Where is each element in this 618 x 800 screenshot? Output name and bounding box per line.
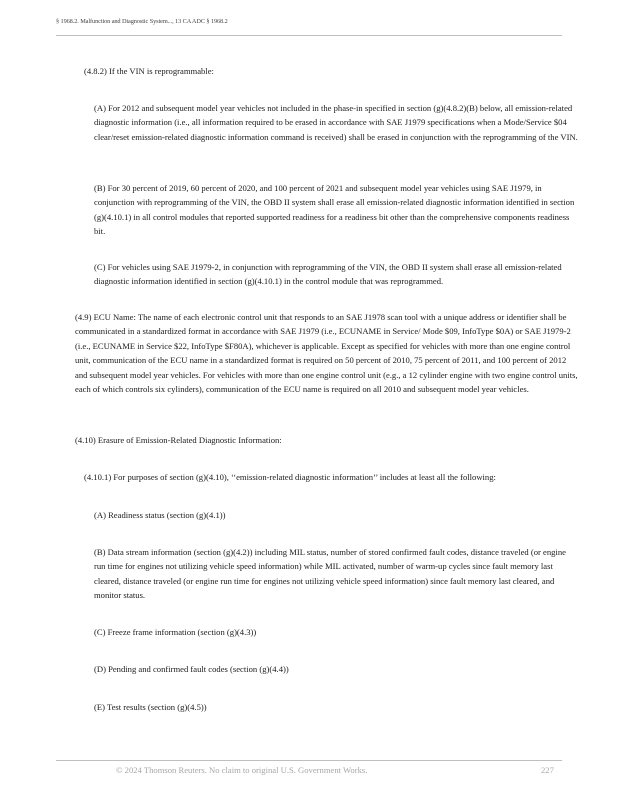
paragraph-4-10-1-b: (B) Data stream information (section (g)(4.2)) including MIL status, number of stored confirmed fault codes, distance traveled (or engine run time for engines not utilizing vehicle speed information) while MIL activated, number of warm-up cycles since fault memory last cleared, distance traveled (or engine run time for engines not utilizing vehicle speed information) since fault memory last cleared, and monitor status. xyxy=(94,547,566,601)
running-head: § 1968.2. Malfunction and Diagnostic System..., 13 CA ADC § 1968.2 xyxy=(56,18,228,25)
paragraph-4-10-1-a: (A) Readiness status (section (g)(4.1)) xyxy=(94,510,226,520)
page-number: 227 xyxy=(541,765,554,775)
paragraph-4-8-2-a: (A) For 2012 and subsequent model year vehicles not included in the phase-in specified in section (g)(4.8.2)(B) below, all emission-related diagnostic information (i.e., all information required to be erased in accordance with SAE J1979 specifications when a Mode/Service $04 clear/reset emission-related diagnostic information command is received) shall be erased in conjunction with the reprogramming of the VIN. xyxy=(94,103,578,142)
paragraph-4-8-2-c: (C) For vehicles using SAE J1979-2, in conjunction with reprogramming of the VIN, the OBD II system shall erase all emission-related diagnostic information identified in section (g)(4.10.1) in the control module that was reprogrammed. xyxy=(94,262,562,287)
footer-copyright: © 2024 Thomson Reuters. No claim to original U.S. Government Works. xyxy=(116,765,368,775)
paragraph-4-8-2: (4.8.2) If the VIN is reprogrammable: xyxy=(84,66,214,76)
paragraph-4-10: (4.10) Erasure of Emission-Related Diagnostic Information: xyxy=(75,435,282,445)
footer-divider xyxy=(56,760,562,761)
paragraph-4-10-1: (4.10.1) For purposes of section (g)(4.10), ‘‘emission-related diagnostic information’’ includes at least all the following: xyxy=(84,472,496,482)
paragraph-4-9: (4.9) ECU Name: The name of each electronic control unit that responds to an SAE J1978 scan tool with a unique address or identifier shall be communicated in a standardized format in accordance with SAE J1979 (i.e., ECUNAME in Service/ Mode $09, InfoType $0A) or SAE J1979-2 (i.e., ECUNAME in Service $22, InfoType $F80A), whichever is applicable. Except as specified for vehicles with more than one engine control unit, communication of the ECU name in a standardized format is required on 50 percent of 2010, 75 percent of 2011, and 100 percent of 2012 and subsequent model year vehicles. For vehicles with more than one engine control unit (e.g., a 12 cylinder engine with two engine control units, each of which controls six cylinders), communication of the ECU name is required on all 2010 and subsequent model year vehicles. xyxy=(75,312,578,395)
paragraph-4-10-1-d: (D) Pending and confirmed fault codes (section (g)(4.4)) xyxy=(94,664,289,674)
paragraph-4-8-2-b: (B) For 30 percent of 2019, 60 percent of 2020, and 100 percent of 2021 and subsequent model year vehicles using SAE J1979, in conjunction with reprogramming of the VIN, the OBD II system shall erase all emission-related diagnostic information identified in section (g)(4.10.1) in all control modules that reported supported readiness for a readiness bit other than the comprehensive components readiness bit. xyxy=(94,183,575,237)
paragraph-4-10-1-c: (C) Freeze frame information (section (g)(4.3)) xyxy=(94,627,257,637)
paragraph-4-10-1-e: (E) Test results (section (g)(4.5)) xyxy=(94,702,207,712)
header-divider xyxy=(56,35,562,36)
